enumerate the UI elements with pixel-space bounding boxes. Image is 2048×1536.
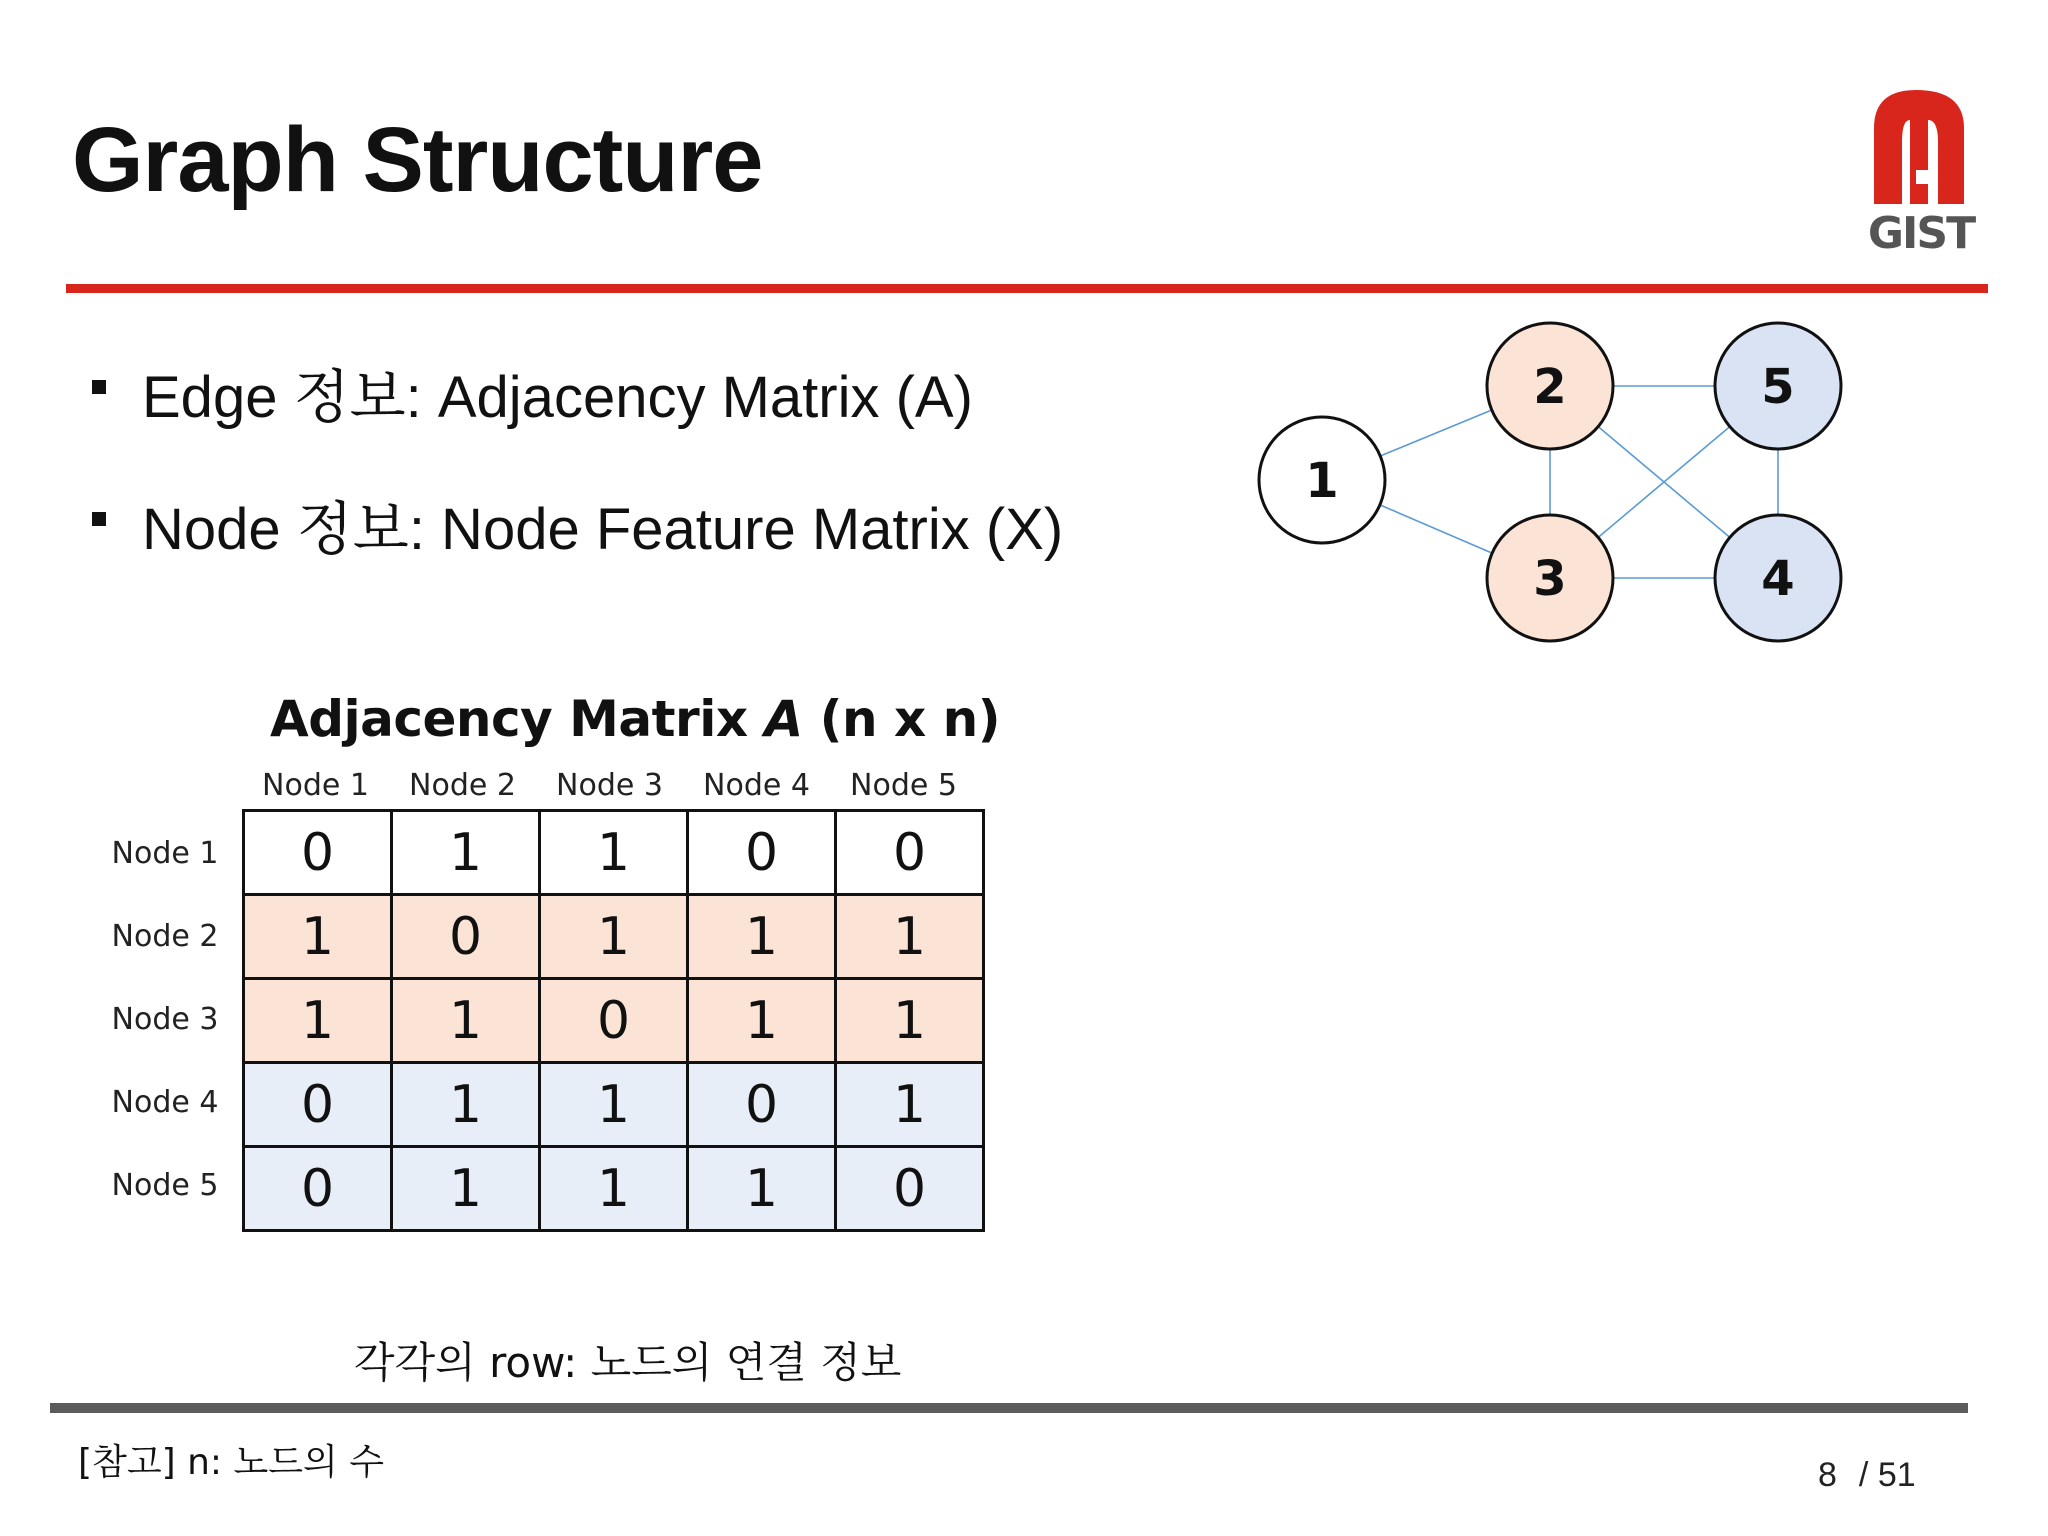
column-header: Node 2	[409, 768, 516, 803]
matrix-cell: 0	[688, 811, 836, 895]
matrix-cell: 1	[540, 811, 688, 895]
matrix-cell: 1	[688, 895, 836, 979]
matrix-title	[270, 690, 1000, 748]
graph-edge	[1380, 410, 1492, 456]
matrix-cell: 0	[244, 811, 392, 895]
matrix-cell: 1	[688, 1147, 836, 1231]
graph-node-label: 3	[1533, 551, 1567, 607]
footer-divider	[50, 1403, 1968, 1413]
matrix-cell: 0	[836, 1147, 984, 1231]
matrix-cell: 1	[392, 979, 540, 1063]
graph-node-label: 1	[1305, 453, 1339, 509]
matrix-cell: 0	[688, 1063, 836, 1147]
matrix-title-suffix: (n x n)	[802, 690, 1001, 748]
page-number	[1818, 1456, 1916, 1495]
matrix-cell: 1	[836, 1063, 984, 1147]
gist-logo	[1866, 86, 1976, 256]
matrix-cell: 0	[392, 895, 540, 979]
graph-node-label: 5	[1761, 359, 1795, 415]
adjacency-matrix-table	[242, 809, 985, 1232]
row-header: Node 3	[111, 1002, 219, 1037]
matrix-cell: 1	[540, 895, 688, 979]
matrix-cell: 1	[392, 1147, 540, 1231]
matrix-title-symbol: A	[764, 690, 803, 748]
logo-mark	[1874, 90, 1964, 204]
graph-node-label: 2	[1533, 359, 1567, 415]
graph-diagram	[1240, 300, 1880, 670]
column-header: Node 3	[556, 768, 663, 803]
square-bullet-icon	[92, 512, 106, 526]
matrix-row	[244, 1063, 984, 1147]
matrix-title-prefix: Adjacency Matrix	[270, 690, 765, 748]
matrix-row	[244, 1147, 984, 1231]
matrix-caption: 각각의 row: 노드의 연결 정보	[354, 1338, 902, 1387]
matrix-row	[244, 811, 984, 895]
bullet-text: Edge 정보: Adjacency Matrix (A)	[142, 365, 973, 430]
column-header: Node 1	[262, 768, 369, 803]
row-header: Node 5	[111, 1168, 219, 1203]
row-header: Node 1	[111, 836, 219, 871]
matrix-cell: 1	[836, 895, 984, 979]
matrix-cell: 0	[836, 811, 984, 895]
matrix-row	[244, 979, 984, 1063]
square-bullet-icon	[92, 380, 106, 394]
slide-title: Graph Structure	[72, 109, 763, 211]
matrix-cell: 1	[540, 1063, 688, 1147]
row-header: Node 4	[111, 1085, 219, 1120]
matrix-cell: 1	[244, 979, 392, 1063]
matrix-cell: 1	[688, 979, 836, 1063]
matrix-cell: 0	[244, 1063, 392, 1147]
page-total: / 51	[1858, 1456, 1916, 1494]
column-header: Node 5	[850, 768, 957, 803]
page-current: 8	[1818, 1456, 1837, 1494]
logo-wordmark: GIST	[1867, 208, 1975, 256]
matrix-cell: 1	[540, 1147, 688, 1231]
graph-edge	[1380, 505, 1492, 553]
matrix-cell: 0	[540, 979, 688, 1063]
matrix-cell: 1	[244, 895, 392, 979]
title-divider	[66, 284, 1988, 293]
footnote: [참고] n: 노드의 수	[78, 1442, 385, 1483]
matrix-row	[244, 895, 984, 979]
matrix-cell: 1	[836, 979, 984, 1063]
column-header: Node 4	[703, 768, 810, 803]
matrix-cell: 0	[244, 1147, 392, 1231]
matrix-cell: 1	[392, 1063, 540, 1147]
graph-node-label: 4	[1761, 551, 1795, 607]
matrix-cell: 1	[392, 811, 540, 895]
row-header: Node 2	[111, 919, 219, 954]
bullet-text: Node 정보: Node Feature Matrix (X)	[142, 497, 1064, 562]
